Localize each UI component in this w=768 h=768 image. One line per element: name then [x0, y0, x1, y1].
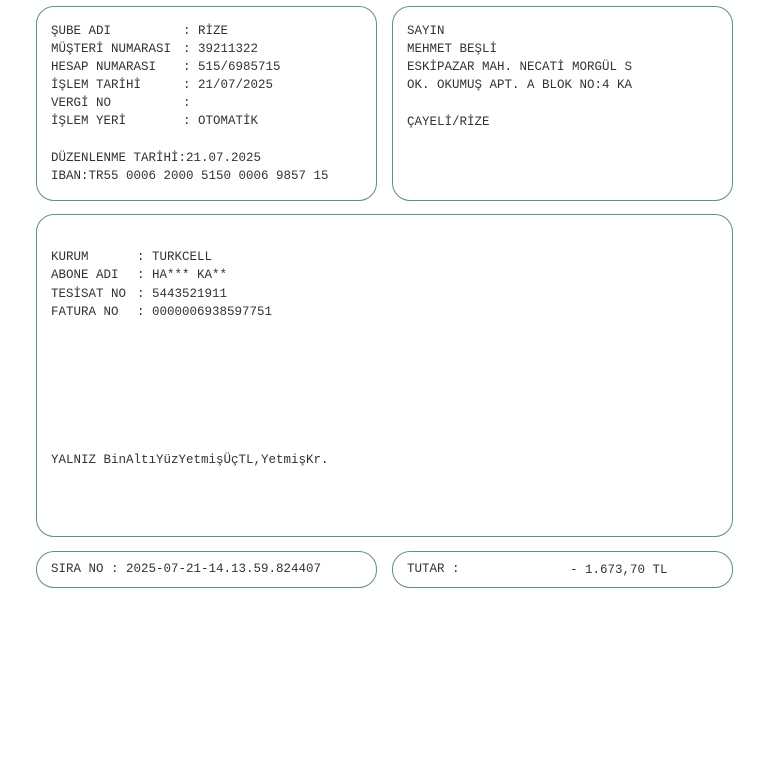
sequence-panel	[36, 551, 377, 588]
payment-row: ABONE ADI : HA*** KA**	[51, 268, 228, 282]
field-label: İŞLEM TARİHİ	[51, 78, 142, 92]
field-value: HA*** KA**	[152, 268, 228, 282]
field-label: TUTAR	[407, 562, 445, 576]
recipient-panel	[392, 6, 733, 201]
field-label: VERGİ NO	[51, 96, 112, 110]
field-value: TURKCELL	[152, 250, 213, 264]
field-value: RİZE	[198, 24, 229, 38]
branch-row: İŞLEM YERİ : OTOMATİK	[51, 114, 259, 128]
recipient-name: MEHMET BEŞLİ	[407, 42, 498, 56]
branch-info-panel	[36, 6, 377, 201]
field-label: HESAP NUMARASI	[51, 60, 157, 74]
payment-row: TESİSAT NO : 5443521911	[51, 287, 228, 301]
field-label: TESİSAT NO	[51, 287, 127, 301]
sequence-number: 2025-07-21-14.13.59.824407	[126, 562, 322, 576]
total-label-row: TUTAR :	[407, 562, 460, 576]
field-label: İŞLEM YERİ	[51, 114, 127, 128]
field-value: 21/07/2025	[198, 78, 274, 92]
field-value: 5443521911	[152, 287, 228, 301]
field-label: KURUM	[51, 250, 89, 264]
address-line: ESKİPAZAR MAH. NECATİ MORGÜL S	[407, 60, 633, 74]
field-label: SIRA NO	[51, 562, 104, 576]
iban: IBAN:TR55 0006 2000 5150 0006 9857 15	[51, 169, 329, 183]
issue-date: DÜZENLENME TARİHİ:21.07.2025	[51, 151, 262, 165]
branch-row: VERGİ NO :	[51, 96, 199, 110]
branch-row: ŞUBE ADI : RİZE	[51, 24, 229, 38]
field-label: ABONE ADI	[51, 268, 119, 282]
total-amount: - 1.673,70 TL	[570, 563, 668, 577]
field-label: MÜŞTERİ NUMARASI	[51, 42, 172, 56]
field-label: ŞUBE ADI	[51, 24, 112, 38]
amount-in-words: YALNIZ BinAltıYüzYetmişÜçTL,YetmişKr.	[51, 453, 329, 467]
salutation: SAYIN	[407, 24, 445, 38]
field-value: OTOMATİK	[198, 114, 259, 128]
branch-row: İŞLEM TARİHİ : 21/07/2025	[51, 78, 274, 92]
payment-row: FATURA NO : 0000006938597751	[51, 305, 273, 319]
field-label: FATURA NO	[51, 305, 119, 319]
branch-row: HESAP NUMARASI : 515/6985715	[51, 60, 281, 74]
total-panel	[392, 551, 733, 588]
payment-details-panel	[36, 214, 733, 537]
field-value: 515/6985715	[198, 60, 281, 74]
field-value: 0000006938597751	[152, 305, 273, 319]
address-line: OK. OKUMUŞ APT. A BLOK NO:4 KA	[407, 78, 633, 92]
sequence-row: SIRA NO : 2025-07-21-14.13.59.824407	[51, 562, 322, 576]
field-value: 39211322	[198, 42, 259, 56]
branch-row: MÜŞTERİ NUMARASI : 39211322	[51, 42, 259, 56]
city: ÇAYELİ/RİZE	[407, 115, 490, 129]
payment-row: KURUM : TURKCELL	[51, 250, 213, 264]
